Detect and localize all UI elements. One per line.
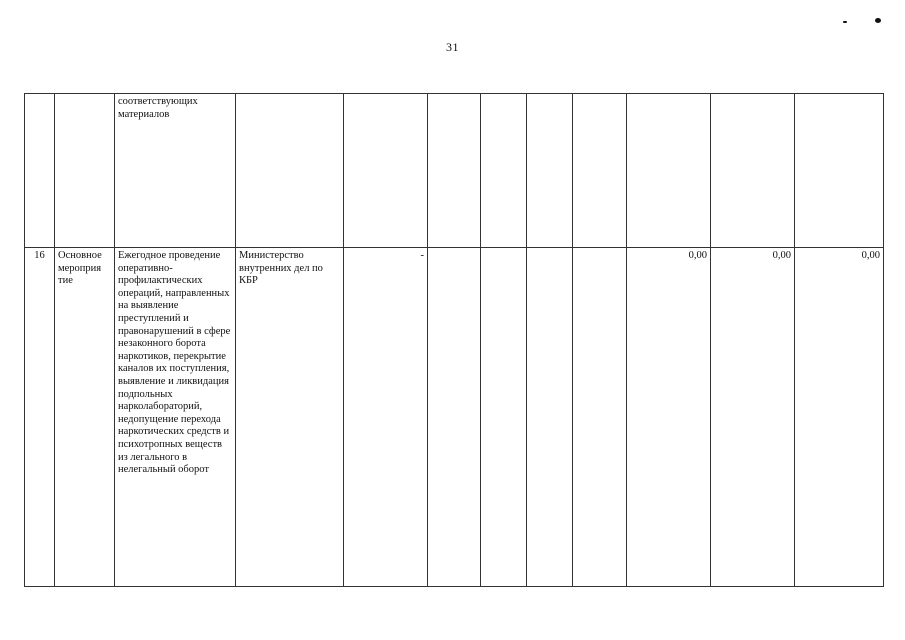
table-row-continuation <box>25 94 884 248</box>
cell-executor <box>236 94 344 248</box>
page-number: 31 <box>446 40 459 54</box>
cell-description <box>115 94 236 248</box>
cell-value-2 <box>711 94 795 248</box>
cell-col7 <box>481 248 527 587</box>
cell-value-3 <box>795 94 884 248</box>
cell-col7 <box>481 94 527 248</box>
cell-executor: Министерство внутренних дел по КБР <box>236 248 344 587</box>
scan-artifact-dot <box>875 18 881 23</box>
cell-col9 <box>573 248 627 587</box>
cell-status <box>55 94 115 248</box>
cell-col9 <box>573 94 627 248</box>
cell-value-3: 0,00 <box>795 248 884 587</box>
scan-artifact-mark <box>843 21 847 23</box>
cell-number <box>25 94 55 248</box>
cell-value-1: 0,00 <box>627 248 711 587</box>
cell-col5 <box>344 94 428 248</box>
table-row-16 <box>25 248 884 587</box>
cell-value-1 <box>627 94 711 248</box>
description-text: соответствующих материалов <box>118 96 198 120</box>
program-activities-table <box>24 93 884 587</box>
cell-col8 <box>527 94 573 248</box>
cell-col5: - <box>344 248 428 587</box>
cell-value-2: 0,00 <box>711 248 795 587</box>
cell-col8 <box>527 248 573 587</box>
cell-description: Ежегодное проведение оперативно-профилактических операций, направленных на выявление преступлений и правонарушений в сфере незаконного борота наркотиков, перекрытие каналов их поступления, выявление и ликвидация подпольных нарколабораторий, недопущение перехода наркотических средств и психотропных веществ из легального в нелегальный оборот <box>115 248 236 587</box>
cell-col6 <box>428 94 481 248</box>
cell-col6 <box>428 248 481 587</box>
cell-number: 16 <box>25 248 55 587</box>
cell-status: Основное мероприя тие <box>55 248 115 587</box>
